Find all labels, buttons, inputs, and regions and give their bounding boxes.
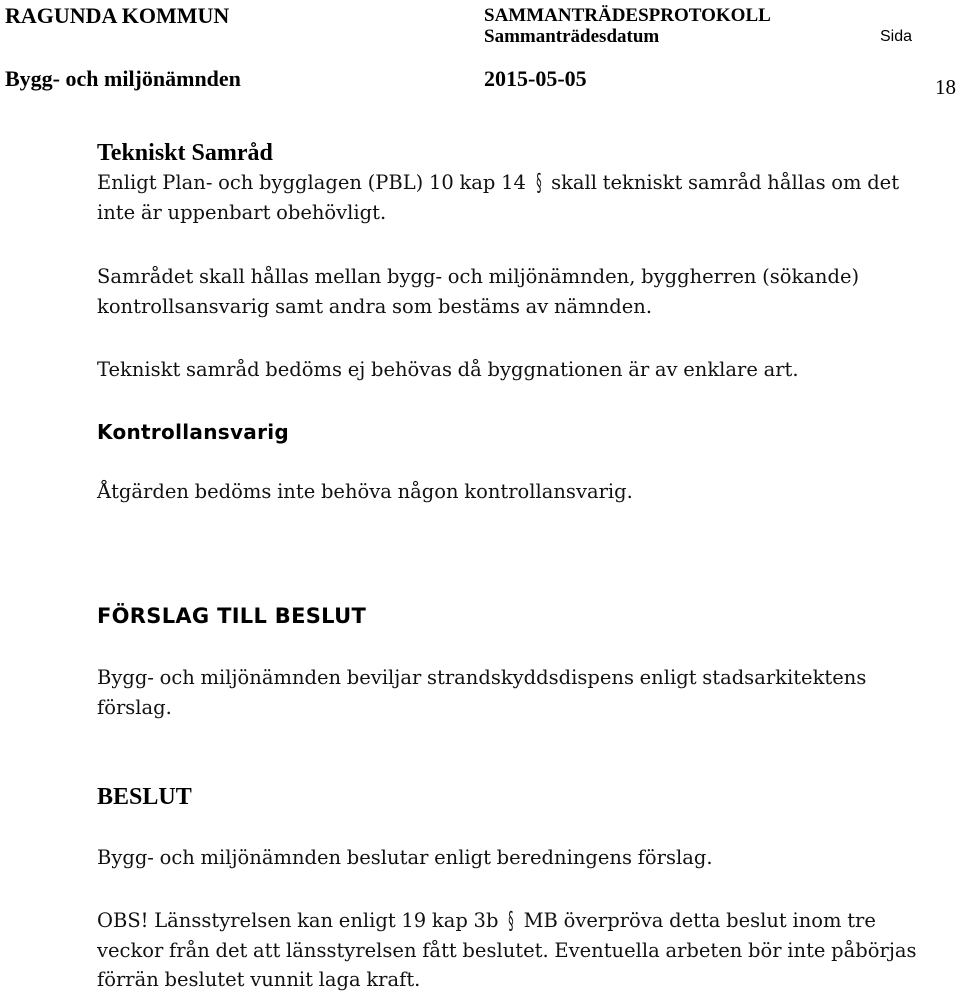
section-heading: FÖRSLAG TILL BESLUT <box>97 604 367 628</box>
section-forslag <box>97 602 947 630</box>
paragraph-block <box>97 843 947 873</box>
date-label: Sammanträdesdatum <box>484 26 660 47</box>
section-heading: Kontrollansvarig <box>97 420 290 444</box>
section-symbol: § <box>535 168 542 197</box>
page-label: Sida <box>880 28 913 45</box>
section-kontrollansvarig <box>97 418 947 446</box>
meeting-date: 2015-05-05 <box>484 66 587 91</box>
paragraph-text: MB överpröva detta beslut inom tre veckor från det att länsstyrelsen fått beslutet. Eventuella arbeten bör inte påbörjas förrän beslutet vunnit laga kraft. <box>97 909 917 991</box>
paragraph-text: skall tekniskt samråd hållas om det inte är uppenbart obehövligt. <box>97 171 900 224</box>
paragraph: Samrådet skall hållas mellan bygg- och miljönämnden, byggherren (sökande) kontrollsansvarig samt andra som bestäms av nämnden. <box>97 265 860 318</box>
paragraph <box>97 168 917 227</box>
paragraph: Bygg- och miljönämnden beslutar enligt beredningens förslag. <box>97 846 713 869</box>
section-tekniskt-samrad <box>97 139 947 227</box>
paragraph-block <box>97 477 947 507</box>
section-heading: BESLUT <box>97 784 192 810</box>
paragraph-block <box>97 355 947 385</box>
paragraph-text: OBS! Länsstyrelsen kan enligt 19 kap 3b <box>97 909 499 932</box>
section-symbol: § <box>508 906 514 935</box>
paragraph-block <box>97 663 947 722</box>
paragraph: Åtgärden bedöms inte behöva någon kontrollansvarig. <box>97 480 633 503</box>
paragraph: Tekniskt samråd bedöms ej behövas då byggnationen är av enklare art. <box>97 358 799 381</box>
page-number: 18 <box>935 75 956 99</box>
paragraph: Bygg- och miljönämnden beviljar strandskyddsdispens enligt stadsarkitektens förslag. <box>97 666 867 719</box>
committee-name: Bygg- och miljönämnden <box>5 66 241 91</box>
paragraph-text: Enligt Plan- och bygglagen (PBL) 10 kap 14 <box>97 171 526 194</box>
protocol-title: SAMMANTRÄDESPROTOKOLL <box>484 5 771 26</box>
paragraph-block <box>97 262 947 321</box>
section-beslut <box>97 783 947 811</box>
section-heading: Tekniskt Samråd <box>97 140 273 166</box>
paragraph <box>97 906 942 995</box>
paragraph-block <box>97 906 947 995</box>
municipality-name: RAGUNDA KOMMUN <box>5 3 230 28</box>
